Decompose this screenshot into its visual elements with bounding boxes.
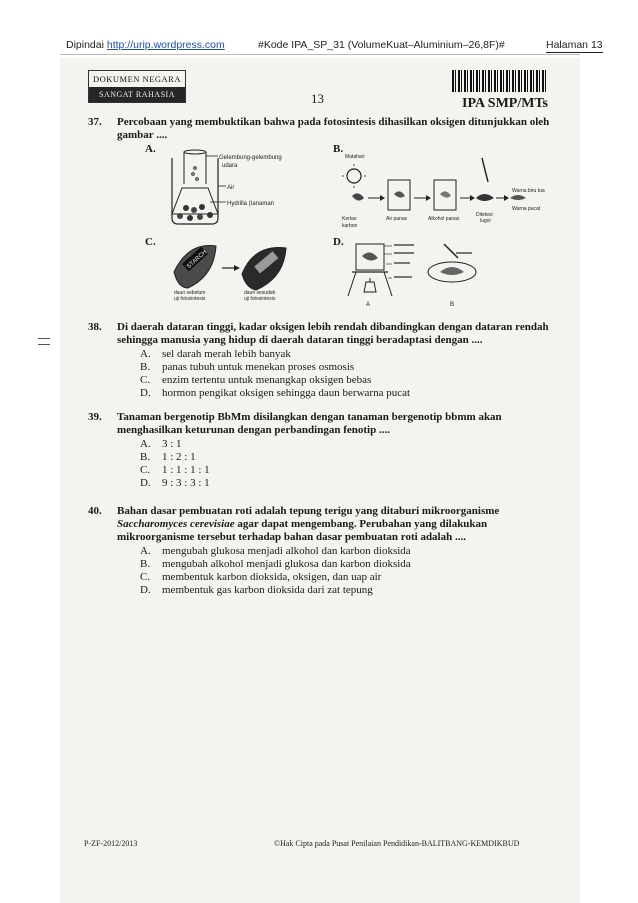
figb-drops-label: Ditetesi	[476, 212, 493, 218]
scan-header	[0, 0, 638, 58]
q37-text: Percobaan yang membuktikan bahwa pada fotosintesis dihasilkan oksigen ditunjukkan oleh gambar ....	[117, 116, 550, 141]
source-link[interactable]: http://urip.wordpress.com	[106, 39, 225, 51]
figa-label-air-word: udara	[222, 163, 238, 169]
q39-option-b[interactable]: B. 1 : 2 : 1	[140, 451, 196, 463]
q37-label-b: B.	[333, 143, 344, 155]
margin-mark	[38, 338, 50, 345]
q40-option-a[interactable]: A. mengubah glukosa menjadi alkohol dan karbon dioksida	[140, 545, 411, 557]
q40-organism: Saccharomyces cerevisiae	[117, 518, 235, 530]
figb-pale-label: Warna pucat	[512, 206, 541, 212]
figb-lugol-label: lugol	[480, 218, 491, 224]
figb-hot-water-label: Air panas	[386, 216, 408, 222]
figc-after-2: uji fotosintesis	[244, 296, 276, 302]
figc-after-1: daun sesudah	[244, 290, 276, 296]
q39-text-1: Tanaman bergenotip BbMm disilangkan dengan tanaman bergenotip bbmm akan	[117, 411, 502, 423]
q37-number: 37.	[88, 116, 102, 128]
figb-sun-label: Matahari	[345, 154, 365, 160]
figc-before-2: uji fotosintesis	[174, 296, 206, 302]
header-code: #Kode IPA_SP_31 (VolumeKuat–Aluminium–26,8F)#	[258, 39, 505, 51]
figa-label-hydrilla: Hydrilla (tanaman	[227, 201, 275, 207]
figc-before-1: daun sebelum	[174, 290, 206, 296]
q38-text-1: Di daerah dataran tinggi, kadar oksigen lebih rendah dibandingkan dengan dataran rendah	[117, 321, 549, 333]
header-source	[66, 39, 225, 51]
stamp-top: DOKUMEN NEGARA	[93, 74, 181, 84]
footer-copyright: ©Hak Cipta pada Pusat Penilaian Pendidikan-BALITBANG-KEMDIKBUD	[274, 839, 520, 848]
q40-text-1: Bahan dasar pembuatan roti adalah tepung terigu yang ditaburi mikroorganisme	[117, 505, 500, 517]
figure-c-starch-leaf	[168, 238, 308, 304]
page-number: 13	[311, 91, 324, 106]
q40-option-d[interactable]: D. membentuk gas karbon dioksida dari zat tepung	[140, 584, 373, 596]
q39-number: 39.	[88, 411, 102, 423]
q39-option-d[interactable]: D. 9 : 3 : 3 : 1	[140, 477, 210, 489]
q37-label-c: C.	[145, 236, 156, 248]
header-page: Halaman 13	[546, 39, 603, 51]
header-prefix: Dipindai	[66, 39, 104, 51]
stamp-bottom: SANGAT RAHASIA	[89, 87, 185, 102]
q39-option-c[interactable]: C. 1 : 1 : 1 : 1	[140, 464, 210, 476]
figb-colour-label: Warna biru tua	[512, 188, 545, 194]
subject-title: IPA SMP/MTs	[462, 96, 548, 111]
document-stamp	[88, 70, 186, 103]
barcode	[452, 70, 548, 92]
q38-option-d[interactable]: D. hormon pengikat oksigen sehingga daun berwarna pucat	[140, 387, 411, 399]
figure-a-hydrilla	[160, 148, 300, 228]
q38-number: 38.	[88, 321, 102, 333]
q38-option-a[interactable]: A. sel darah merah lebih banyak	[140, 348, 291, 360]
figure-d-apparatus	[344, 236, 484, 310]
q39-text-2: menghasilkan keturunan dengan perbandingan fenotip ....	[117, 424, 390, 436]
footer-code: P-ZF-2012/2013	[84, 839, 138, 848]
header-divider	[60, 54, 580, 55]
figd-label-a: A	[366, 302, 371, 308]
figa-label-bubbles: Gelembung-gelembung	[219, 155, 282, 161]
q40-number: 40.	[88, 505, 102, 517]
q40-text-3: mikroorganisme tersebut terhadap bahan dasar pembuatan roti adalah ....	[117, 531, 466, 543]
q40-option-b[interactable]: B. mengubah alkohol menjadi glukosa dan karbon dioksida	[140, 558, 411, 570]
q38-text-2: sehingga manusia yang hidup di daerah dataran tinggi beradaptasi dengan ....	[117, 334, 483, 346]
q40-text-2: Saccharomyces cerevisiae agar dapat mengembang. Perubahan yang dilakukan	[117, 518, 488, 530]
figb-paper-label: Kertas	[342, 216, 357, 222]
figb-carbon-label: karbon	[342, 223, 358, 229]
q40-option-c[interactable]: C. membentuk karbon dioksida, oksigen, dan uap air	[140, 571, 382, 583]
q38-option-b[interactable]: B. panas tubuh untuk menekan proses osmosis	[140, 361, 355, 373]
q37-label-d: D.	[333, 236, 344, 248]
figc-stamp-text: STARCH	[186, 249, 209, 271]
q38-option-c[interactable]: C. enzim tertentu untuk menangkap oksigen bebas	[140, 374, 372, 386]
figb-hot-alcohol-label: Alkohol panas	[428, 216, 460, 222]
figa-label-water: Air	[227, 185, 235, 191]
q37-label-a: A.	[145, 143, 156, 155]
figure-b-iodine-test	[342, 150, 552, 230]
figd-label-b: B	[450, 302, 455, 308]
q39-option-a[interactable]: A. 3 : 1	[140, 438, 182, 450]
